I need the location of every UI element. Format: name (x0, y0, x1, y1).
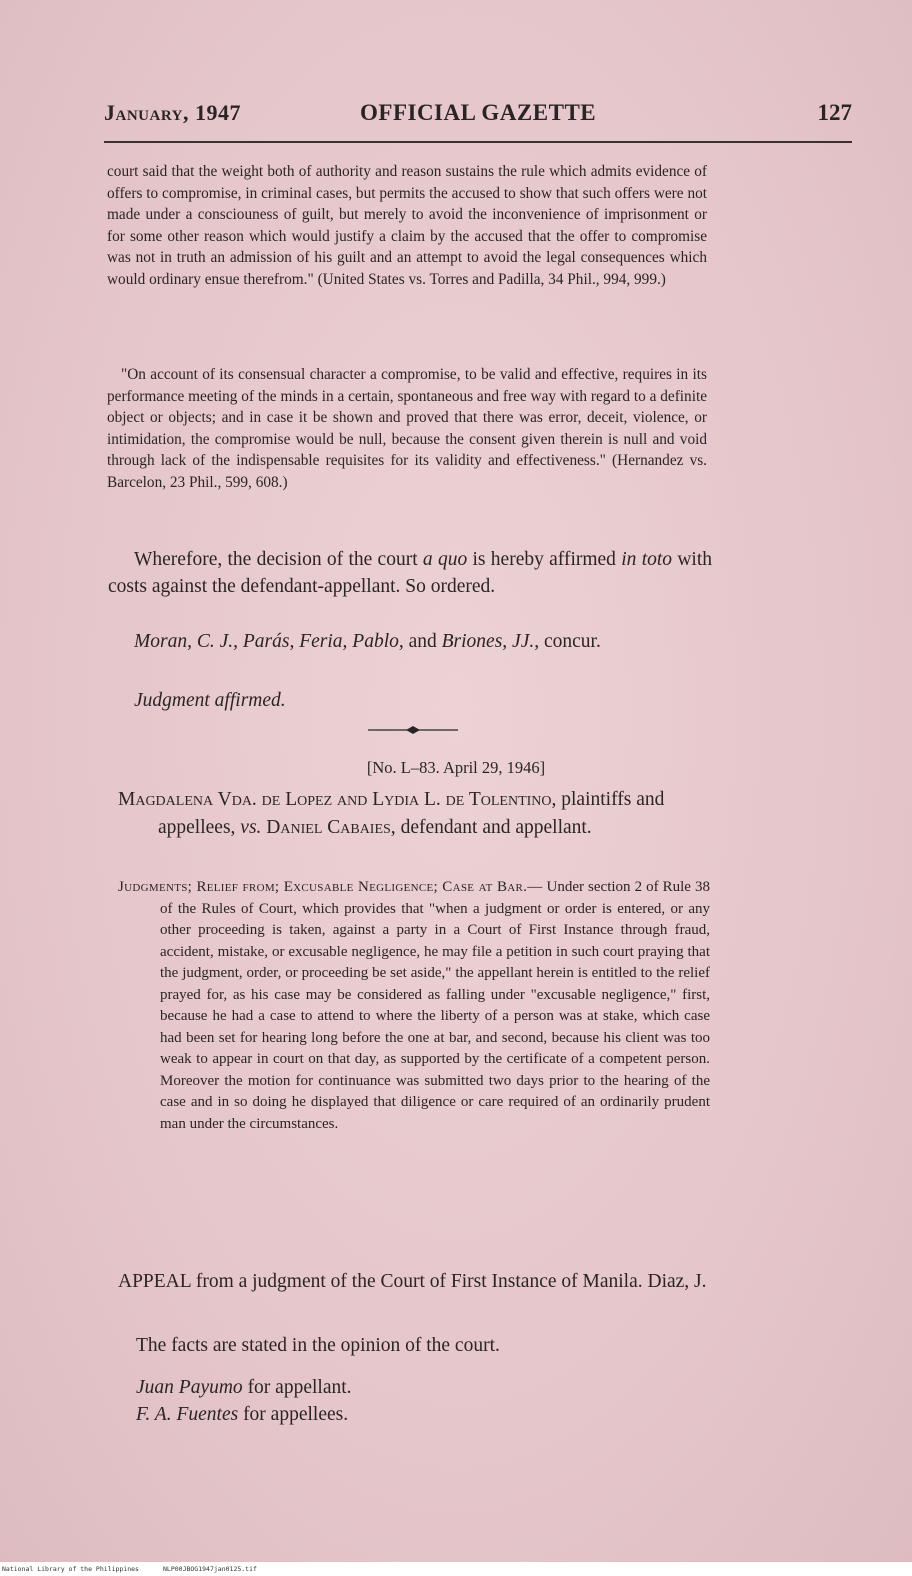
disposition-paragraph (108, 546, 712, 600)
counsel-role-appellees: for appellees. (238, 1404, 349, 1425)
syllabus-paragraph (118, 877, 710, 1135)
caption-role-2: defendant and appellant. (395, 817, 592, 838)
disposition-a-quo: a quo (422, 549, 468, 570)
section-divider-ornament (368, 724, 458, 736)
page-number: 127 (817, 100, 852, 125)
concur-word: concur. (539, 631, 601, 652)
caption-plaintiffs: Magdalena Vda. de Lopez and Lydia L. de Tolentino, (118, 789, 557, 810)
concur-and: and (403, 631, 442, 652)
running-header (104, 96, 852, 136)
caption-role-1: plaintiffs and appellees, (158, 789, 665, 838)
caption-defendant: Daniel Cabaies, (261, 817, 396, 838)
disposition-text-3: with costs against the defendant-appellant. So ordered. (108, 549, 712, 597)
footer-filename: NLP00JBOG1947jan0125.tif (163, 1565, 257, 1573)
counsel-name-appellees: F. A. Fuentes (136, 1404, 239, 1425)
concurring-justice-last: Briones, JJ., (441, 631, 540, 652)
counsel-role-appellant: for appellant. (242, 1377, 352, 1398)
disposition-text-1: Wherefore, the decision of the court (134, 549, 423, 570)
header-date: January, 1947 (104, 100, 241, 125)
docket-number: [No. L–83. April 29, 1946] (366, 758, 546, 777)
disposition-text-2: is hereby affirmed (467, 549, 622, 570)
quote-paragraph-1: court said that the weight both of authority and reason sustains the rule which admits evidence of offers to compromise, in criminal cases, but permits the accused to show that such offers were not made under a consciouness of guilt, but merely to avoid the inconvenience of imprisonment or for some other reason which would justify a claim by the accused that the offer to compromise was not in truth an admission of his guilt and an attempt to avoid the legal consequences which would ordinary ensue therefrom." (United States vs. Torres and Padilla, 34 Phil., 994, 999.) (107, 163, 707, 288)
judgment-line: Judgment affirmed. (134, 690, 286, 711)
facts-line: The facts are stated in the opinion of the court. (136, 1335, 500, 1356)
footer-library: National Library of the Philippines (2, 1565, 139, 1573)
caption-vs: vs. (240, 817, 262, 838)
case-caption (118, 786, 710, 842)
disposition-in-toto: in toto (621, 549, 673, 570)
syllabus-text: Under section 2 of Rule 38 of the Rules of Court, which provides that "when a judgment or order is entered, or any other proceeding is taken, against a party in a Court of First Instance through fraud, accident, mistake, or excusable negligence, he may file a petition in such court praying that the judgment, order, or proceeding be set aside," the appellant herein is entitled to the relief prayed for, as his case may be considered as falling under "excusable negligence," first, because he had a case to attend to where the liberty of a person was at stake, which case had been set for hearing long before the one at bar, and second, because his client was too weak to appear in court on that day, as supported by the certificate of a competent person. Moreover the motion for continuance was submitted two days prior to the hearing of the case and in so doing he displayed that diligence or care required of an ordinarily prudent man under the circumstances. (160, 879, 710, 1132)
counsel-appellant (136, 1374, 352, 1401)
counsel-name-appellant: Juan Payumo (136, 1377, 243, 1398)
counsel-appellees (136, 1401, 348, 1428)
quote-paragraph-2: "On account of its consensual character a compromise, to be valid and effective, requires in its performance meeting of the minds in a certain, spontaneous and free way with regard to a definite object or objects; and in case it be shown and proved that there was error, deceit, violence, or intimidation, the compromise would be null, because the consent given therein is null and void through lack of the indispensable requisites for its validity and effectiveness." (Hernandez vs. Barcelon, 23 Phil., 599, 608.) (107, 366, 707, 491)
concurring-justices: Moran, C. J., Parás, Feria, Pablo, (134, 631, 404, 652)
header-title: OFFICIAL GAZETTE (360, 100, 597, 125)
header-rule (104, 141, 852, 143)
scan-footer (0, 1562, 912, 1576)
syllabus-headings: Judgments; Relief from; Excusable Negligence; Case at Bar.— (118, 879, 543, 895)
concurrence-paragraph (108, 628, 712, 655)
appeal-line: APPEAL from a judgment of the Court of First Instance of Manila. Diaz, J. (118, 1271, 707, 1292)
